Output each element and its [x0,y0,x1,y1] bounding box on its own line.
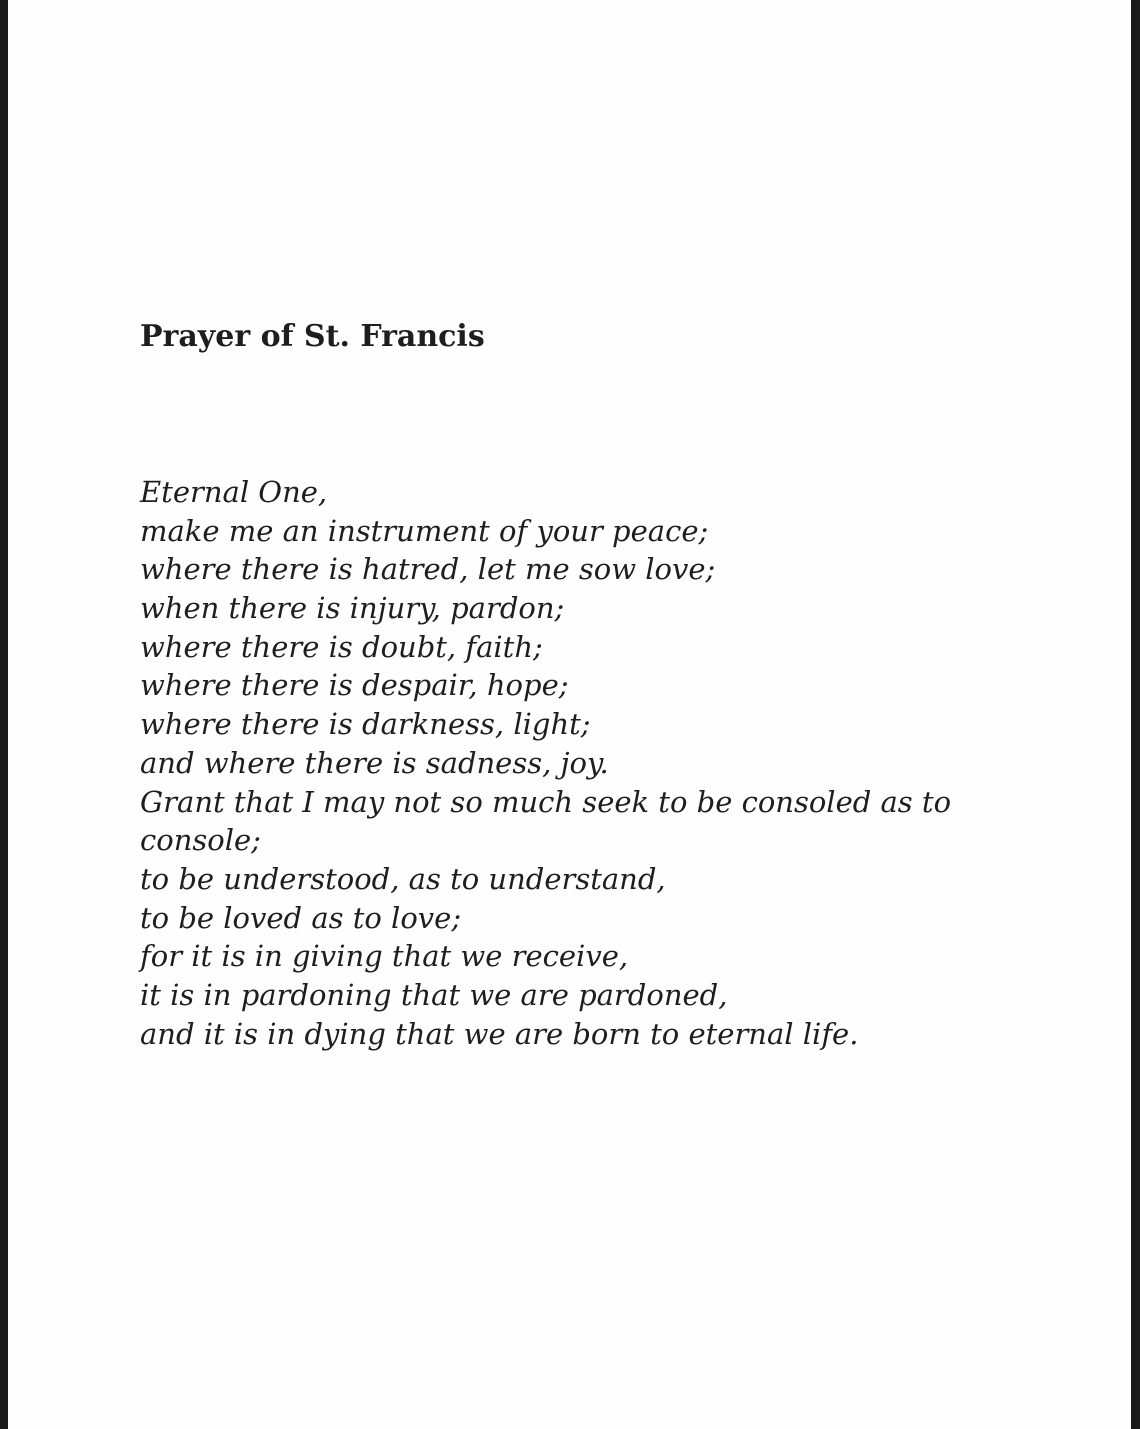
prayer-line: where there is doubt, faith; [140,629,543,664]
prayer-line: when there is injury, pardon; [140,591,565,626]
prayer-line: where there is despair, hope; [140,668,569,703]
prayer-line: and it is in dying that we are born to eternal life. [140,1016,859,1051]
prayer-line: where there is darkness, light; [140,707,591,742]
prayer-line: make me an instrument of your peace; [140,513,709,548]
prayer-line: where there is hatred, let me sow love; [140,552,716,587]
page-title: Prayer of St. Francis [140,319,485,354]
prayer-line: console; [140,823,261,858]
document-page [8,0,1131,1429]
prayer-line: to be understood, as to understand, [140,861,666,896]
prayer-text [140,473,1040,1053]
prayer-line: for it is in giving that we receive, [140,939,629,974]
prayer-line: Eternal One, [140,475,328,509]
prayer-line: it is in pardoning that we are pardoned, [140,977,728,1012]
prayer-line: to be loved as to love; [140,900,462,935]
prayer-line: and where there is sadness, joy. [140,745,609,780]
prayer-line: Grant that I may not so much seek to be consoled as to [140,784,952,819]
